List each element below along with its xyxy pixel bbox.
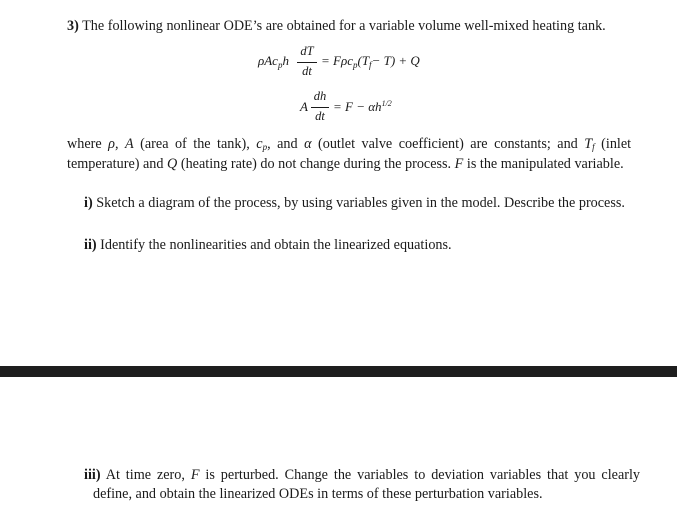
eq1-fraction-bar (297, 62, 317, 63)
problem-number: 3) (67, 18, 79, 34)
problem-intro: The following nonlinear ODE’s are obtained for a variable volume well-mixed heating tank. (82, 18, 606, 34)
description-paragraph: where ρ, A (area of the tank), cp, and α (outlet valve coefficient) are constants; and Tf (inlet temperature) and Q (heating rate) do not change during the process. F is the manipulated variable. (67, 136, 632, 172)
symbol-alpha: α (304, 136, 312, 152)
symbol-cp: cp (256, 136, 268, 152)
eq2-lhs: A (300, 99, 308, 114)
symbol-Q: Q (167, 156, 178, 172)
eq2-frac-numerator: dh (313, 89, 327, 103)
eq1-frac-denominator: dt (302, 64, 312, 78)
symbol-rho: ρ (108, 136, 115, 152)
symbol-A: A (125, 136, 134, 152)
question-ii (84, 236, 631, 255)
symbol-Tf: Tf (584, 136, 595, 152)
question-ii-text: Identify the nonlinearities and obtain the linearized equations. (100, 237, 452, 253)
eq2-rhs: = $F - \alpha h^{1/2}$ (333, 99, 392, 114)
question-iii: iii) At time zero, F is perturbed. Change the variables to deviation variables that you clearly define, and obtain the linearized ODEs in terms of these perturbation variables. (84, 467, 641, 502)
eq1-rhs: = $F\rho c_p(T_f- T) + Q$ (321, 53, 420, 70)
question-iii-label: iii) (84, 467, 101, 483)
symbol-F-q3: F (190, 467, 200, 483)
question-ii-label: ii) (84, 237, 97, 253)
question-i-label: i) (84, 195, 93, 211)
eq1-frac-numerator: dT (300, 44, 314, 58)
question-i (84, 194, 640, 213)
eq2-frac-denominator: dt (315, 109, 325, 123)
eq1-lhs: ρAc$_p$h (258, 53, 289, 70)
page-divider (0, 366, 677, 377)
symbol-F: F (454, 156, 464, 172)
eq2-fraction-bar (311, 107, 329, 108)
question-i-text: Sketch a diagram of the process, by using variables given in the model. Describe the process. (96, 195, 625, 211)
problem-statement (67, 17, 657, 36)
